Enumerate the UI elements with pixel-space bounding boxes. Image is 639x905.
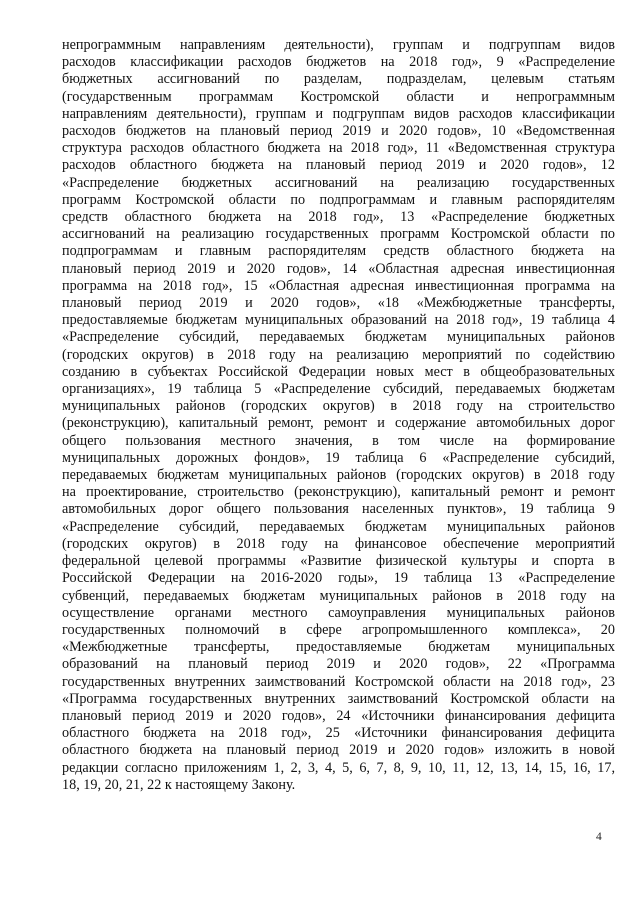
text-line: муниципальных районов (городских округов) в 2018 году на строительство: [62, 398, 615, 415]
text-line: федеральной целевой программы «Развитие физической культуры и спорта в: [62, 553, 615, 570]
text-line: структура расходов областного бюджета на 2018 год», 11 «Ведомственная структура: [62, 140, 615, 157]
text-line: плановый период 2019 и 2020 годов», «18 «Межбюджетные трансферты,: [62, 295, 615, 312]
text-line: 18, 19, 20, 21, 22 к настоящему Закону.: [62, 776, 296, 793]
text-line: бюджетных ассигнований по разделам, подразделам, целевым статьям: [62, 71, 615, 88]
text-line: непрограммным направлениям деятельности), группам и подгруппам видов: [62, 37, 615, 53]
page-number: 4: [596, 831, 602, 843]
text-line: предоставляемые бюджетам муниципальных образований на 2018 год», 19 таблица 4: [62, 312, 615, 329]
text-line: программа на 2018 год», 15 «Областная адресная инвестиционная программа на: [62, 277, 615, 294]
text-line: ассигнований на реализацию государственных программ Костромской области по: [62, 226, 615, 243]
text-line: плановый период 2019 и 2020 годов», 24 «Источники финансирования дефицита: [62, 707, 615, 724]
text-line: созданию в субъектах Российской Федерации новых мест в общеобразовательных: [62, 363, 615, 380]
body-paragraph: [62, 37, 615, 794]
text-line: направлениям деятельности), группам и подгруппам видов расходов классификации: [62, 105, 615, 122]
text-line: автомобильных дорог общего пользования населенных пунктов», 19 таблица 9: [62, 501, 615, 518]
text-line: расходов областного бюджета на плановый период 2019 и 2020 годов», 12: [62, 157, 615, 174]
text-line: областного бюджета на плановый период 2019 и 2020 годов» изложить в новой: [62, 742, 615, 759]
text-line: «Межбюджетные трансферты, предоставляемые бюджетам муниципальных: [62, 639, 615, 656]
text-line: расходов классификации расходов бюджетов на 2018 год», 9 «Распределение: [62, 54, 615, 71]
text-line: на проектирование, строительство (реконструкцию), капитальный ремонт и ремонт: [62, 484, 615, 501]
text-line: государственных внутренних заимствований Костромской области на 2018 год», 23: [62, 673, 615, 690]
text-line: передаваемых бюджетам муниципальных районов (городских округов) в 2018 году: [62, 467, 615, 484]
text-line: редакции согласно приложениям 1, 2, 3, 4, 5, 6, 7, 8, 9, 10, 11, 12, 13, 14, 15, 16, 17,: [62, 759, 615, 776]
text-line: (государственным программам Костромской области и непрограммным: [62, 88, 615, 105]
text-line: муниципальных дорожных фондов», 19 таблица 6 «Распределение субсидий,: [62, 449, 615, 466]
text-line: общего пользования местного значения, в том числе на формирование: [62, 432, 615, 449]
text-line: областного бюджета на 2018 год», 25 «Источники финансирования дефицита: [62, 725, 615, 742]
text-line: «Распределение субсидий, передаваемых бюджетам муниципальных районов: [62, 518, 615, 535]
text-line: «Распределение бюджетных ассигнований на реализацию государственных: [62, 174, 615, 191]
text-line: (городских округов) в 2018 году на реализацию мероприятий по содействию: [62, 346, 615, 363]
text-line: средств областного бюджета на 2018 год», 13 «Распределение бюджетных: [62, 209, 615, 226]
text-line: программ Костромской области по подпрограммам и главным распорядителям: [62, 191, 615, 208]
text-line: (реконструкцию), капитальный ремонт, ремонт и содержание автомобильных дорог: [62, 415, 615, 432]
text-line: осуществление органами местного самоуправления муниципальных районов: [62, 604, 615, 621]
text-line: плановый период 2019 и 2020 годов», 14 «Областная адресная инвестиционная: [62, 260, 615, 277]
text-line: организациях», 19 таблица 5 «Распределение субсидий, передаваемых бюджетам: [62, 381, 615, 398]
text-line: государственных полномочий в сфере агропромышленного комплекса», 20: [62, 621, 615, 638]
text-line: «Распределение субсидий, передаваемых бюджетам муниципальных районов: [62, 329, 615, 346]
text-line: «Программа государственных внутренних заимствований Костромской области на: [62, 690, 615, 707]
text-line: образований на плановый период 2019 и 2020 годов», 22 «Программа: [62, 656, 615, 673]
text-line: подпрограммам и главным распорядителям средств областного бюджета на: [62, 243, 615, 260]
text-line: Российской Федерации на 2016-2020 годы», 19 таблица 13 «Распределение: [62, 570, 615, 587]
text-line: субвенций, передаваемых бюджетам муниципальных районов в 2018 году на: [62, 587, 615, 604]
text-line: расходов бюджетов на плановый период 2019 и 2020 годов», 10 «Ведомственная: [62, 123, 615, 140]
text-line: (городских округов) в 2018 году на финансовое обеспечение мероприятий: [62, 535, 615, 552]
